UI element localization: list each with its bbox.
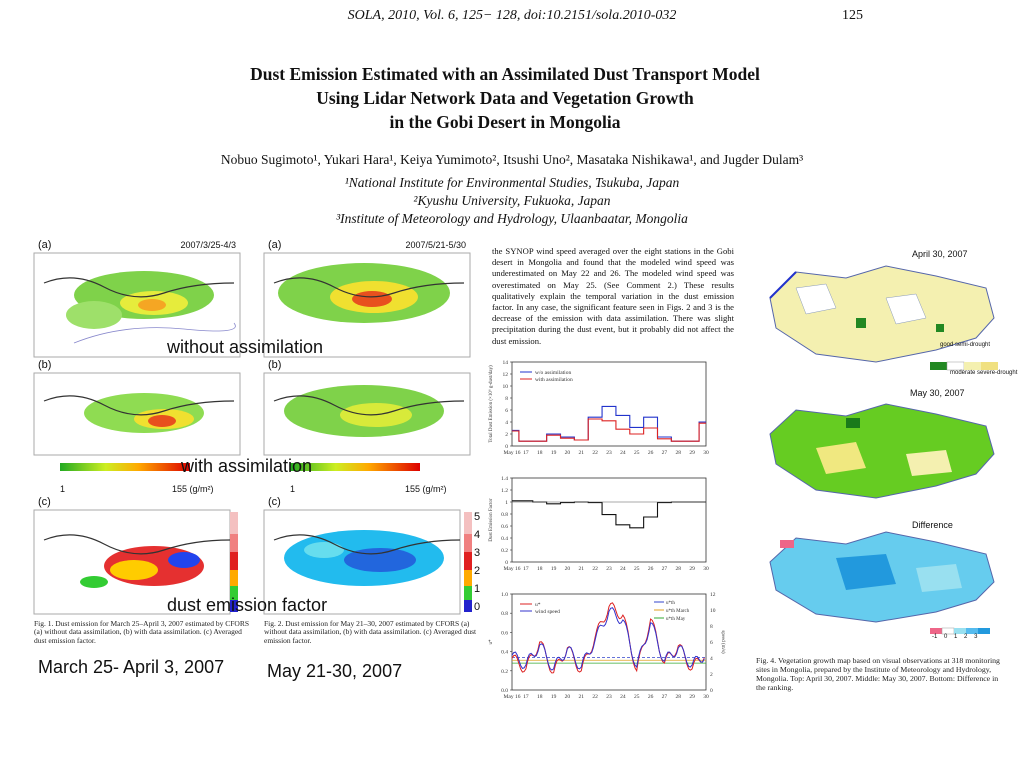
x-tick-label: 30 xyxy=(703,694,709,700)
affiliation-2: ²Kyushu University, Fukuoka, Japan xyxy=(413,193,611,208)
x-tick-label: 24 xyxy=(620,450,626,456)
veg-map-title-difference: Difference xyxy=(912,520,953,530)
x-tick-label: 23 xyxy=(606,566,612,572)
x-tick-label: 20 xyxy=(564,450,571,456)
legend-moderate: moderate xyxy=(950,370,976,376)
y-tick-label: 0.8 xyxy=(501,512,508,518)
x-tick-label: 29 xyxy=(689,450,695,456)
series-line xyxy=(512,406,706,441)
x-tick-label: 27 xyxy=(661,694,668,700)
panel-date: 2007/5/21-5/30 xyxy=(405,240,466,250)
y-tick-label: 0.6 xyxy=(501,524,508,530)
x-tick-label: 22 xyxy=(592,450,598,456)
vegetation-map-difference xyxy=(756,528,1002,628)
veg-legend-top xyxy=(940,342,990,349)
x-tick-label: 26 xyxy=(647,566,654,572)
x-tick-label: 26 xyxy=(647,694,654,700)
x-tick-label: 28 xyxy=(675,566,682,572)
y-axis-label: u* xyxy=(489,639,494,645)
y-tick-label: 0.6 xyxy=(501,630,508,637)
fig3-charts xyxy=(484,354,725,712)
x-tick-label: 22 xyxy=(592,694,598,700)
x-tick-label: May 16 xyxy=(503,694,521,700)
x-tick-label: 29 xyxy=(689,566,695,572)
threshold-legend-label: u*th May xyxy=(666,617,686,622)
x-tick-label: 21 xyxy=(578,694,585,700)
panel-letter: (b) xyxy=(38,359,52,371)
dust-map-may-with xyxy=(264,373,470,455)
title-line-2: Using Lidar Network Data and Vegetation Growth xyxy=(316,88,694,108)
y2-tick-label: 10 xyxy=(710,608,716,614)
x-tick-label: 27 xyxy=(661,450,668,456)
diff-legend-label: 2 xyxy=(964,634,968,640)
diff-legend-label: 1 xyxy=(954,634,958,640)
x-tick-label: 26 xyxy=(647,450,654,456)
x-tick-label: 19 xyxy=(550,566,557,572)
panel-letter: (c) xyxy=(268,496,281,508)
x-tick-label: 17 xyxy=(523,566,529,572)
fig2-colorbar-max: 155 (g/m²) xyxy=(405,484,447,494)
veg-legend-bottom xyxy=(950,370,1017,377)
fig2-factor-colorbar xyxy=(464,512,472,612)
x-tick-label: 30 xyxy=(703,450,709,456)
factor-tick: 1 xyxy=(474,583,481,595)
chart-frame xyxy=(512,478,706,562)
veg-map-title-may: May 30, 2007 xyxy=(910,388,965,398)
y2-tick-label: 4 xyxy=(710,656,713,662)
title-line-3: in the Gobi Desert in Mongolia xyxy=(389,112,621,132)
legend-good: good xyxy=(940,342,954,348)
panel-letter: (c) xyxy=(38,496,51,508)
y-tick-label: 6 xyxy=(505,408,508,414)
y2-axis-label: speed (m/s) xyxy=(720,630,725,654)
fig1-colorbar xyxy=(60,463,190,471)
y-tick-label: 0.2 xyxy=(501,668,508,675)
y2-tick-label: 8 xyxy=(710,624,713,630)
diff-legend-label: -1 xyxy=(932,634,938,640)
label-may-period: May 21-30, 2007 xyxy=(267,661,403,681)
series-line xyxy=(512,501,706,528)
vegetation-map-april xyxy=(756,258,1002,378)
overlay-with-assimilation: with assimilation xyxy=(181,456,313,476)
fig1-colorbar-max: 155 (g/m²) xyxy=(172,484,214,494)
legend-semi-drought: semi-drought xyxy=(955,342,991,348)
y-tick-label: 0.4 xyxy=(501,649,508,656)
y-tick-label: 0.0 xyxy=(501,688,508,694)
factor-tick: 2 xyxy=(474,565,481,577)
fig2-colorbar-min: 1 xyxy=(290,484,296,494)
y-tick-label: 0 xyxy=(505,560,508,566)
x-tick-label: 28 xyxy=(675,694,682,700)
x-tick-label: 23 xyxy=(606,694,612,700)
panel-letter: (b) xyxy=(268,359,282,371)
y-tick-label: 14 xyxy=(502,360,508,366)
overlay-without-assimilation: without assimilation xyxy=(167,337,324,357)
affiliation-1: ¹National Institute for Environmental Studies, Tsukuba, Japan xyxy=(344,175,680,190)
legend-label: w/o assimilation xyxy=(535,370,572,376)
y-axis-label: Total Dust Emission (×10⁶ g-dust/day) xyxy=(489,365,494,443)
factor-scale-ticks xyxy=(474,508,480,616)
y2-tick-label: 6 xyxy=(710,640,713,646)
x-tick-label: 19 xyxy=(550,450,557,456)
title-line-1: Dust Emission Estimated with an Assimilated Dust Transport Model xyxy=(250,64,760,84)
diff-legend-label: 3 xyxy=(974,634,978,640)
x-tick-label: 23 xyxy=(606,450,612,456)
x-tick-label: 20 xyxy=(564,566,571,572)
y-tick-label: 0.8 xyxy=(501,611,508,618)
vegetation-map-may xyxy=(756,398,1002,510)
diff-legend-label: 0 xyxy=(944,634,948,640)
diff-legend xyxy=(932,634,977,640)
y-axis-label: Dust Emission Factor xyxy=(489,498,494,542)
fig4-caption: Fig. 4. Vegetation growth map based on visual observations at 318 monitoring sites in Mongolia, prepared by the Institute of Meteorology and Hydrology, Mongolia. Top: April 30, 2007. Middle: May 30, 2007. Bottom: Difference in the ranking. xyxy=(756,656,1000,692)
x-tick-label: 25 xyxy=(633,450,640,456)
x-tick-label: 18 xyxy=(536,450,543,456)
dust-map-with-assimilation xyxy=(34,373,240,455)
x-tick-label: 21 xyxy=(578,450,585,456)
fig2-caption: Fig. 2. Dust emission for May 21–30, 2007 estimated by CFORS (a) without data assimilation, (b) with data assimilation. (c) Averaged dust emission factor. xyxy=(264,619,477,645)
label-march-period: March 25- April 3, 2007 xyxy=(38,657,225,677)
x-tick-label: 25 xyxy=(633,566,640,572)
overlay-dust-emission-factor: dust emission factor xyxy=(167,595,328,615)
y2-tick-label: 12 xyxy=(710,592,716,598)
threshold-legend-label: u*th xyxy=(666,601,675,606)
paper-title xyxy=(0,62,1010,134)
legend-label: wind speed xyxy=(535,609,560,615)
panel-letter: (a) xyxy=(38,239,52,251)
series-line xyxy=(512,419,706,441)
x-tick-label: 17 xyxy=(523,694,529,700)
y-tick-label: 10 xyxy=(502,384,508,390)
x-tick-label: 22 xyxy=(592,566,598,572)
page-number: 125 xyxy=(842,8,863,23)
veg-legend-bar-top xyxy=(930,362,1000,370)
y-tick-label: 0 xyxy=(505,444,508,450)
panel-letter: (a) xyxy=(268,239,282,251)
y-tick-label: 1.4 xyxy=(501,476,508,482)
legend-severe-drought: severe-drought xyxy=(977,370,1018,376)
x-tick-label: 17 xyxy=(523,450,529,456)
panel-date: 2007/3/25-4/3 xyxy=(180,240,236,250)
x-tick-label: 25 xyxy=(633,694,640,700)
x-tick-label: May 16 xyxy=(503,450,521,456)
y-tick-label: 0.2 xyxy=(501,548,508,554)
fig1-colorbar-min: 1 xyxy=(60,484,66,494)
y2-tick-label: 2 xyxy=(710,672,713,678)
x-tick-label: 29 xyxy=(689,694,695,700)
y-tick-label: 2 xyxy=(505,432,508,438)
fig1-caption: Fig. 1. Dust emission for March 25–April 3, 2007 estimated by CFORS (a) without data assimilation, (b) with data assimilation. (c) Averaged dust emission factor. xyxy=(34,619,249,645)
y-tick-label: 1.0 xyxy=(501,592,508,598)
factor-tick: 3 xyxy=(474,547,481,559)
author-list: Nobuo Sugimoto¹, Yukari Hara¹, Keiya Yumimoto², Itsushi Uno², Masataka Nishikawa¹, and Jugder Dulam³ xyxy=(220,152,804,167)
factor-tick: 5 xyxy=(474,511,481,523)
x-tick-label: 19 xyxy=(550,694,557,700)
x-tick-label: 21 xyxy=(578,566,585,572)
factor-tick: 4 xyxy=(474,529,481,541)
x-tick-label: May 16 xyxy=(503,566,521,572)
x-tick-label: 30 xyxy=(703,566,709,572)
journal-header: SOLA, 2010, Vol. 6, 125− 128, doi:10.2151/sola.2010-032 xyxy=(347,8,677,23)
y-tick-label: 12 xyxy=(502,372,508,378)
affiliation-3: ³Institute of Meteorology and Hydrology, Ulaanbaatar, Mongolia xyxy=(336,211,688,226)
y2-tick-label: 0 xyxy=(710,688,713,694)
x-tick-label: 24 xyxy=(620,566,626,572)
y-tick-label: 0.4 xyxy=(501,536,508,542)
x-tick-label: 28 xyxy=(675,450,682,456)
legend-label: with assimilation xyxy=(535,377,573,383)
x-tick-label: 24 xyxy=(620,694,626,700)
factor-tick: 0 xyxy=(474,601,481,613)
x-tick-label: 18 xyxy=(536,566,543,572)
x-tick-label: 18 xyxy=(536,694,543,700)
y-tick-label: 8 xyxy=(505,396,508,402)
legend-label: u* xyxy=(535,602,541,608)
body-text: the SYNOP wind speed averaged over the eight stations in the Gobi desert in Mongolia and found that the modeled wind speed was underestimated on May 22 and 26. The modeled wind speed was overestimated on May 25. (See Comment 2.) These results qualitatively explain the temporal variation in the dust emission factor. In any case, the significant feature seen in Figs. 2 and 3 is the decrease of the emission with data assimilation. There was slight precipitation during the dust event, but it probably did not affect the dust emission. xyxy=(492,246,734,346)
y-tick-label: 1 xyxy=(505,500,508,506)
y-tick-label: 1.2 xyxy=(501,488,508,494)
threshold-legend-label: u*th March xyxy=(666,609,690,614)
y-tick-label: 4 xyxy=(505,420,508,426)
veg-map-title-april: April 30, 2007 xyxy=(912,249,968,259)
x-tick-label: 20 xyxy=(564,694,571,700)
x-tick-label: 27 xyxy=(661,566,668,572)
